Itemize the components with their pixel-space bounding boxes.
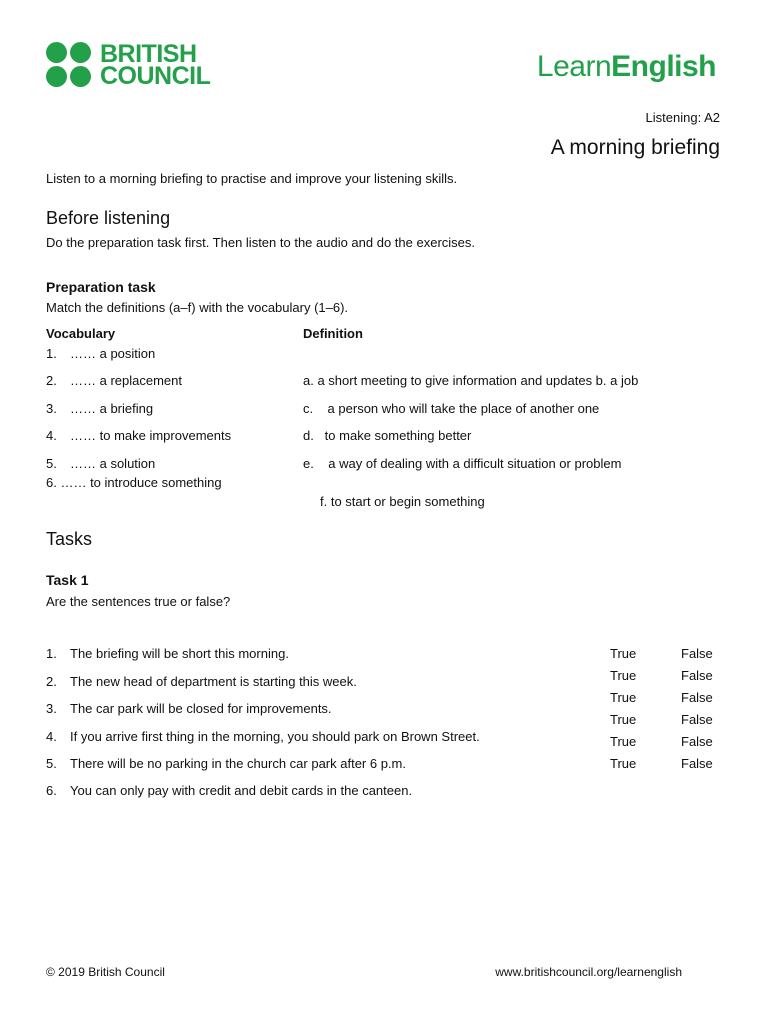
preparation-task-instruction: Match the definitions (a–f) with the vocabulary (1–6).	[46, 300, 349, 315]
item-number: 4.	[46, 428, 57, 443]
vocabulary-item	[46, 401, 153, 416]
false-option: False	[681, 690, 713, 705]
item-number: 4.	[46, 729, 57, 744]
false-option: False	[681, 734, 713, 749]
item-number: 2.	[46, 674, 57, 689]
item-text: …… a position	[70, 346, 156, 361]
vocabulary-item	[46, 475, 222, 490]
task-item	[46, 646, 289, 661]
logo-dot	[46, 42, 67, 63]
definition-item: f. to start or begin something	[320, 494, 485, 509]
true-option: True	[610, 756, 637, 771]
item-number: 2.	[46, 373, 57, 388]
task-item	[46, 701, 332, 716]
logo-dot	[46, 66, 67, 87]
item-number: 5.	[46, 756, 57, 771]
vocabulary-item	[46, 428, 231, 443]
vocabulary-column-header: Vocabulary	[46, 326, 116, 341]
task-item	[46, 674, 357, 689]
before-listening-heading: Before listening	[46, 208, 171, 228]
item-text: The car park will be closed for improvements.	[70, 701, 332, 716]
item-text: The briefing will be short this morning.	[70, 646, 289, 661]
logo-text-english: English	[611, 50, 716, 83]
logo-dot	[70, 66, 91, 87]
definition-item: d. to make something better	[303, 428, 472, 443]
british-council-logo	[46, 42, 216, 90]
learnenglish-logo	[537, 50, 716, 84]
definition-column-header: Definition	[303, 326, 363, 341]
logo-text-council: COUNCIL	[100, 62, 211, 90]
preparation-task-heading: Preparation task	[46, 279, 156, 295]
task-item	[46, 756, 406, 771]
false-option: False	[681, 646, 713, 661]
task-item	[46, 783, 412, 798]
true-option: True	[610, 668, 637, 683]
intro-text: Listen to a morning briefing to practise and improve your listening skills.	[46, 171, 458, 186]
vocabulary-item	[46, 456, 155, 471]
item-number: 3.	[46, 701, 57, 716]
item-text: There will be no parking in the church car park after 6 p.m.	[70, 756, 406, 771]
task1-instruction: Are the sentences true or false?	[46, 594, 231, 609]
british-council-dots-icon	[46, 42, 92, 88]
false-option: False	[681, 668, 713, 683]
item-number: 6.	[46, 783, 57, 798]
page-title: A morning briefing	[550, 136, 720, 159]
true-option: True	[610, 646, 637, 661]
logo-dot	[70, 42, 91, 63]
before-listening-text: Do the preparation task first. Then listen to the audio and do the exercises.	[46, 235, 476, 250]
item-text: The new head of department is starting this week.	[70, 674, 357, 689]
footer-copyright: © 2019 British Council	[46, 965, 165, 979]
item-number: 1.	[46, 346, 57, 361]
definition-item: e. a way of dealing with a difficult situation or problem	[303, 456, 622, 471]
item-text: …… a replacement	[70, 373, 182, 388]
logo-text-learn: Learn	[536, 50, 612, 83]
tasks-heading: Tasks	[46, 529, 93, 549]
task1-heading: Task 1	[46, 572, 89, 588]
logo-text-british: BRITISH	[100, 40, 197, 68]
item-text: …… a briefing	[70, 401, 154, 416]
item-number: 1.	[46, 646, 57, 661]
task-item	[46, 729, 480, 744]
definition-item: c. a person who will take the place of another one	[303, 401, 600, 416]
false-option: False	[681, 712, 713, 727]
true-option: True	[610, 734, 637, 749]
definition-item: a. a short meeting to give information and updates b. a job	[303, 373, 639, 388]
item-text: …… a solution	[70, 456, 156, 471]
item-number: 5.	[46, 456, 57, 471]
item-text: You can only pay with credit and debit cards in the canteen.	[70, 783, 413, 798]
true-option: True	[610, 690, 637, 705]
item-text: 6. …… to introduce something	[46, 475, 222, 490]
level-label: Listening: A2	[645, 110, 720, 125]
item-text: …… to make improvements	[70, 428, 232, 443]
vocabulary-item	[46, 346, 155, 361]
footer-url: www.britishcouncil.org/learnenglish	[495, 965, 682, 979]
item-number: 3.	[46, 401, 57, 416]
vocabulary-item	[46, 373, 182, 388]
item-text: If you arrive first thing in the morning, you should park on Brown Street.	[70, 729, 480, 744]
false-option: False	[681, 756, 713, 771]
true-option: True	[610, 712, 637, 727]
